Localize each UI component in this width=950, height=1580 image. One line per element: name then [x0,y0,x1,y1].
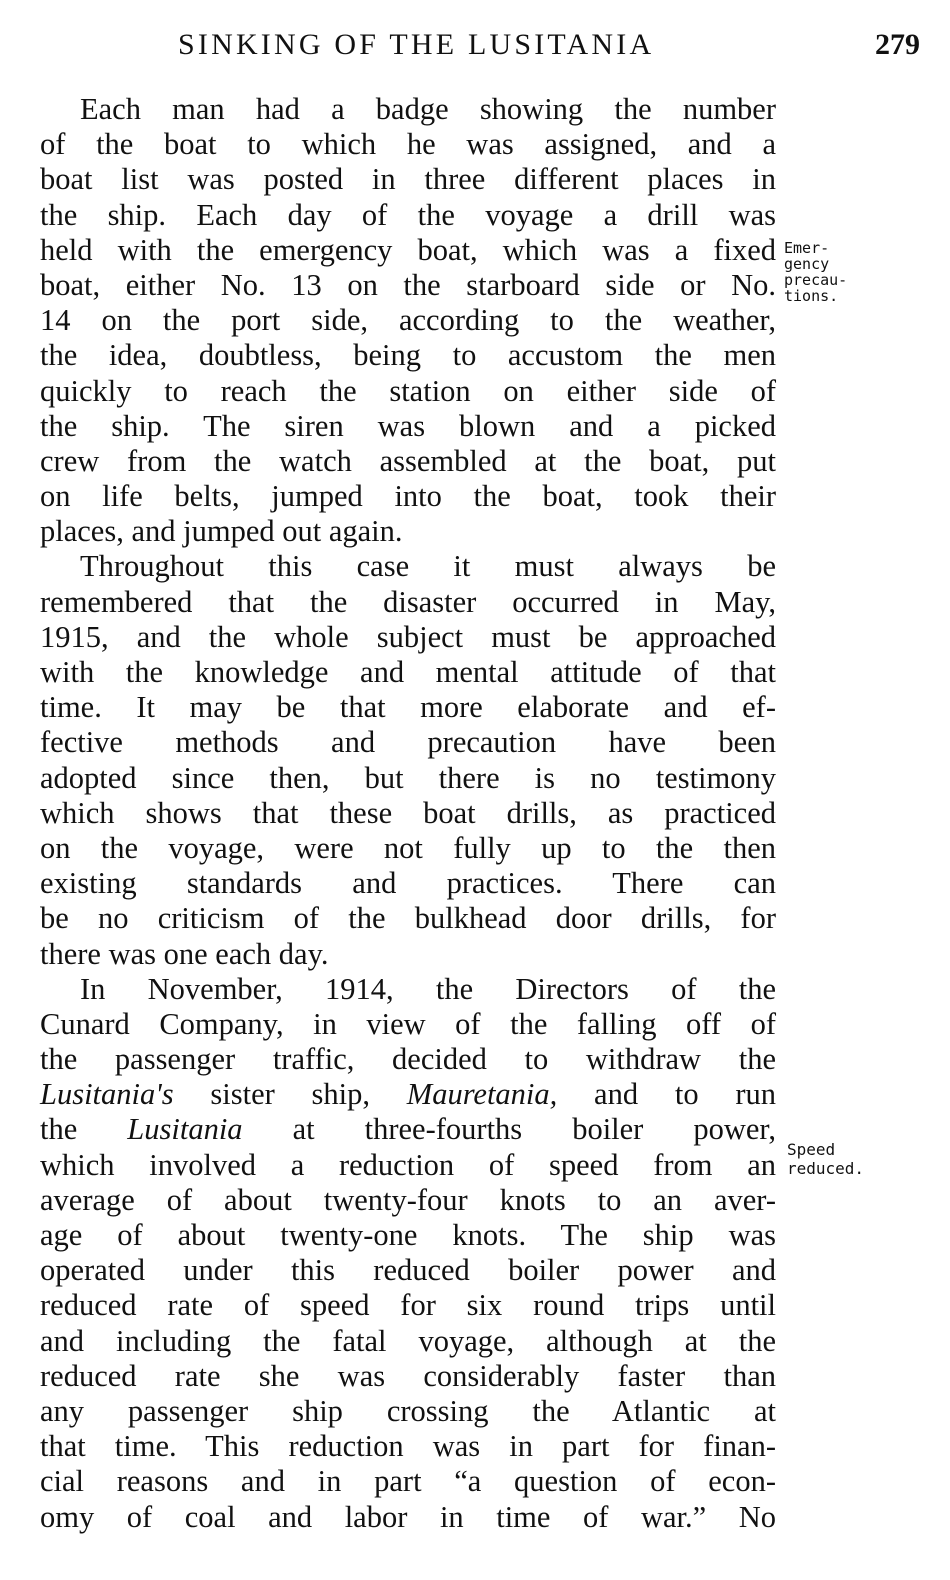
running-title: SINKING OF THE LUSITANIA [178,28,655,61]
text-line: remembered that the disaster occurred in May, [40,584,776,619]
margin-note-line: Speed [787,1140,836,1159]
text-line: any passenger ship crossing the Atlantic at [40,1393,776,1428]
text-line: held with the emergency boat, which was a fixed [40,232,776,267]
text-line: with the knowledge and mental attitude of that [40,655,776,689]
text-line: of the boat to which he was assigned, and a [40,127,776,162]
italic-ship-name: Lusitania's [40,1077,174,1112]
text-line: time. It may be that more elaborate and ef- [40,690,776,725]
text-line: boat list was posted in three different places in [40,162,776,197]
text-line: reduced rate of speed for six round trips until [40,1288,776,1323]
text-line: boat, either No. 13 on the starboard side or No. [40,267,776,302]
text-line: In November, 1914, the Directors of the [80,971,776,1006]
margin-note-emergency-precautions [784,240,847,304]
text-span: at three-fourths boiler power, [242,1112,776,1147]
text-line: and including the fatal voyage, although at the [40,1323,776,1358]
text-line: the idea, doubtless, being to accustom the men [40,338,776,373]
text-span: the [40,1112,128,1147]
paragraph-3 [40,972,776,1535]
text-line: reduced rate she was considerably faster than [40,1358,776,1393]
margin-note-line: reduced. [787,1159,865,1178]
text-line: age of about twenty-one knots. The ship was [40,1218,776,1252]
page-number: 279 [875,28,920,61]
italic-ship-name: Lusitania [127,1112,243,1147]
text-span: and to run [557,1077,776,1112]
page-header [40,28,920,68]
text-line: places, and jumped out again. [40,514,403,549]
margin-note-line: precau- [784,271,848,289]
text-line: fective methods and precaution have been [40,725,776,760]
text-line: operated under this reduced boiler power and [40,1253,776,1288]
text-line: adopted since then, but there is no testimony [40,760,776,795]
text-line: that time. This reduction was in part for finan- [40,1429,776,1464]
text-line: the ship. Each day of the voyage a drill was [40,197,776,232]
text-line: which involved a reduction of speed from an [40,1147,776,1182]
margin-note-line: gency [784,255,830,273]
text-line: on the voyage, were not fully up to the then [40,830,776,865]
text-line: 14 on the port side, according to the weather, [40,303,776,338]
text-line: the passenger traffic, decided to withdraw the [40,1042,776,1077]
italic-ship-name: Mauretania, [406,1077,558,1112]
text-line: on life belts, jumped into the boat, took their [40,479,776,514]
text-line: Each man had a badge showing the number [80,92,776,126]
text-line: quickly to reach the station on either side of [40,373,776,408]
margin-note-line: tions. [784,287,839,305]
text-line: existing standards and practices. There can [40,866,776,901]
paragraph-2 [40,549,776,971]
text-line: the ship. The siren was blown and a picked [40,408,776,443]
text-line: crew from the watch assembled at the boat, put [40,443,776,478]
text-line: 1915, and the whole subject must be approached [40,619,776,654]
text-line-mixed [40,1077,776,1112]
text-line: be no criticism of the bulkhead door drills, for [40,901,776,936]
text-line: there was one each day. [40,936,329,971]
body-text [40,92,776,1535]
text-line-mixed [40,1112,776,1147]
text-line: cial reasons and in part “a question of econ- [40,1464,776,1499]
margin-note-speed-reduced [787,1140,864,1178]
text-line: Throughout this case it must always be [80,549,776,584]
text-line: Cunard Company, in view of the falling off of [40,1006,776,1041]
text-line: omy of coal and labor in time of war.” No [40,1499,776,1534]
text-line: which shows that these boat drills, as practiced [40,795,776,830]
margin-note-line: Emer- [784,239,830,257]
text-line: average of about twenty-four knots to an aver- [40,1182,776,1217]
paragraph-1 [40,92,776,549]
text-span: sister ship, [173,1077,407,1112]
